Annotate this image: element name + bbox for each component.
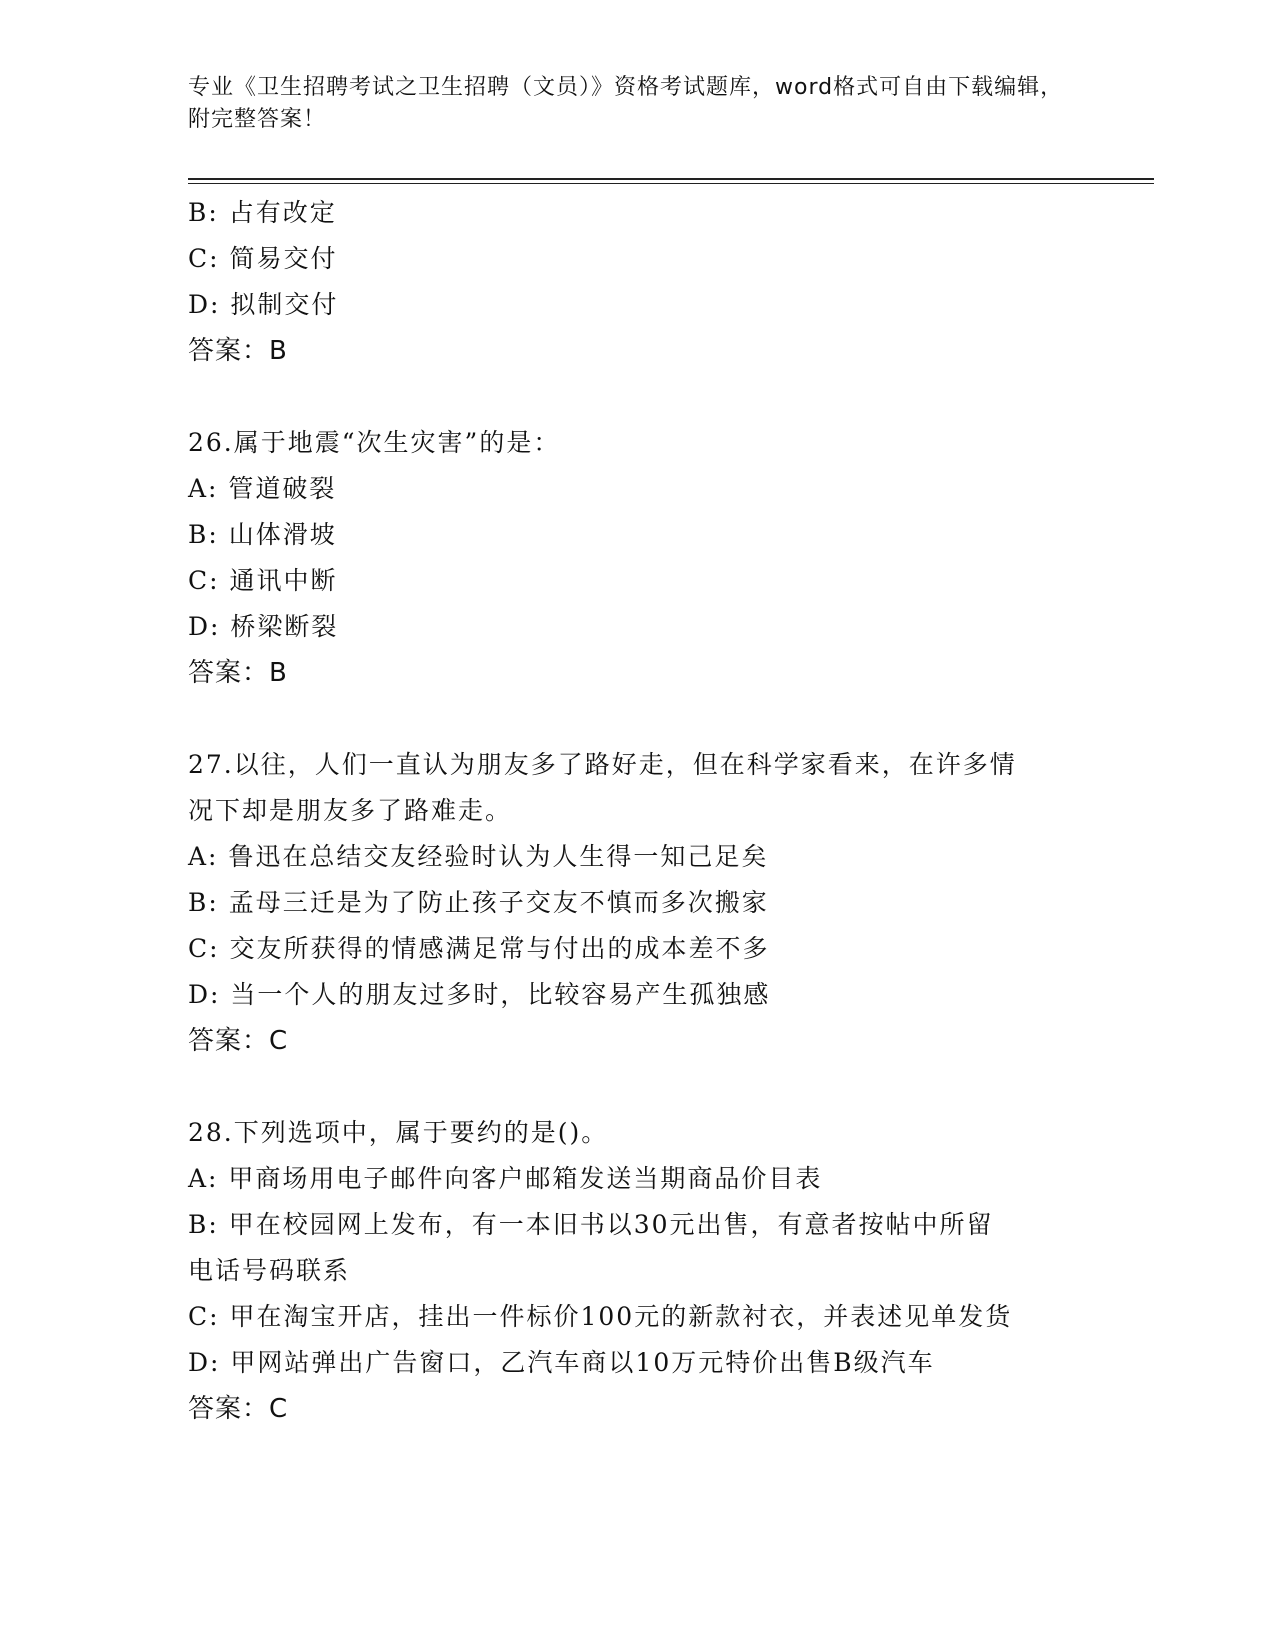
question-26	[188, 420, 1128, 696]
option-b: B: 孟母三迁是为了防止孩子交友不慎而多次搬家	[188, 888, 769, 917]
option-d: D: 桥梁断裂	[188, 612, 339, 641]
option-c: C: 交友所获得的情感满足常与付出的成本差不多	[188, 934, 770, 963]
option-c: C: 简易交付	[188, 244, 338, 273]
question-stem-line2: 况下却是朋友多了路难走。	[188, 796, 513, 825]
option-a: A: 鲁迅在总结交友经验时认为人生得一知己足矣	[188, 842, 769, 871]
option-b: B: 山体滑坡	[188, 520, 337, 549]
option-a: A: 甲商场用电子邮件向客户邮箱发送当期商品价目表	[188, 1164, 823, 1193]
option-d: D: 甲网站弹出广告窗口，乙汽车商以10万元特价出售B级汽车	[188, 1348, 935, 1377]
option-a: A: 管道破裂	[188, 474, 337, 503]
answer-line: 答案：C	[188, 1026, 289, 1056]
option-d: D: 拟制交付	[188, 290, 339, 319]
answer-line: 答案：B	[188, 336, 288, 366]
question-stem: 28.下列选项中，属于要约的是()。	[188, 1118, 609, 1147]
answer-line: 答案：B	[188, 658, 288, 688]
option-c: C: 甲在淘宝开店，挂出一件标价100元的新款衬衣，并表述见单发货	[188, 1302, 1013, 1331]
header-rule-thin	[188, 183, 1154, 184]
question-27	[188, 742, 1128, 1064]
option-d: D: 当一个人的朋友过多时，比较容易产生孤独感	[188, 980, 771, 1009]
question-content	[188, 190, 1128, 1432]
option-b-line1: B: 甲在校园网上发布，有一本旧书以30元出售，有意者按帖中所留	[188, 1210, 994, 1239]
header-rule-thick	[188, 178, 1154, 180]
page-header: 专业《卫生招聘考试之卫生招聘（文员）》资格考试题库，word格式可自由下载编辑，附完整答案！	[188, 75, 1064, 132]
option-b: B: 占有改定	[188, 198, 337, 227]
question-stem: 26.属于地震“次生灾害”的是：	[188, 428, 561, 457]
question-stem-line1: 27.以往，人们一直认为朋友多了路好走，但在科学家看来，在许多情	[188, 750, 1017, 779]
question-28	[188, 1110, 1128, 1432]
prev-question-block	[188, 190, 1128, 374]
answer-line: 答案：C	[188, 1394, 289, 1424]
option-c: C: 通讯中断	[188, 566, 338, 595]
option-b-line2: 电话号码联系	[188, 1256, 351, 1285]
